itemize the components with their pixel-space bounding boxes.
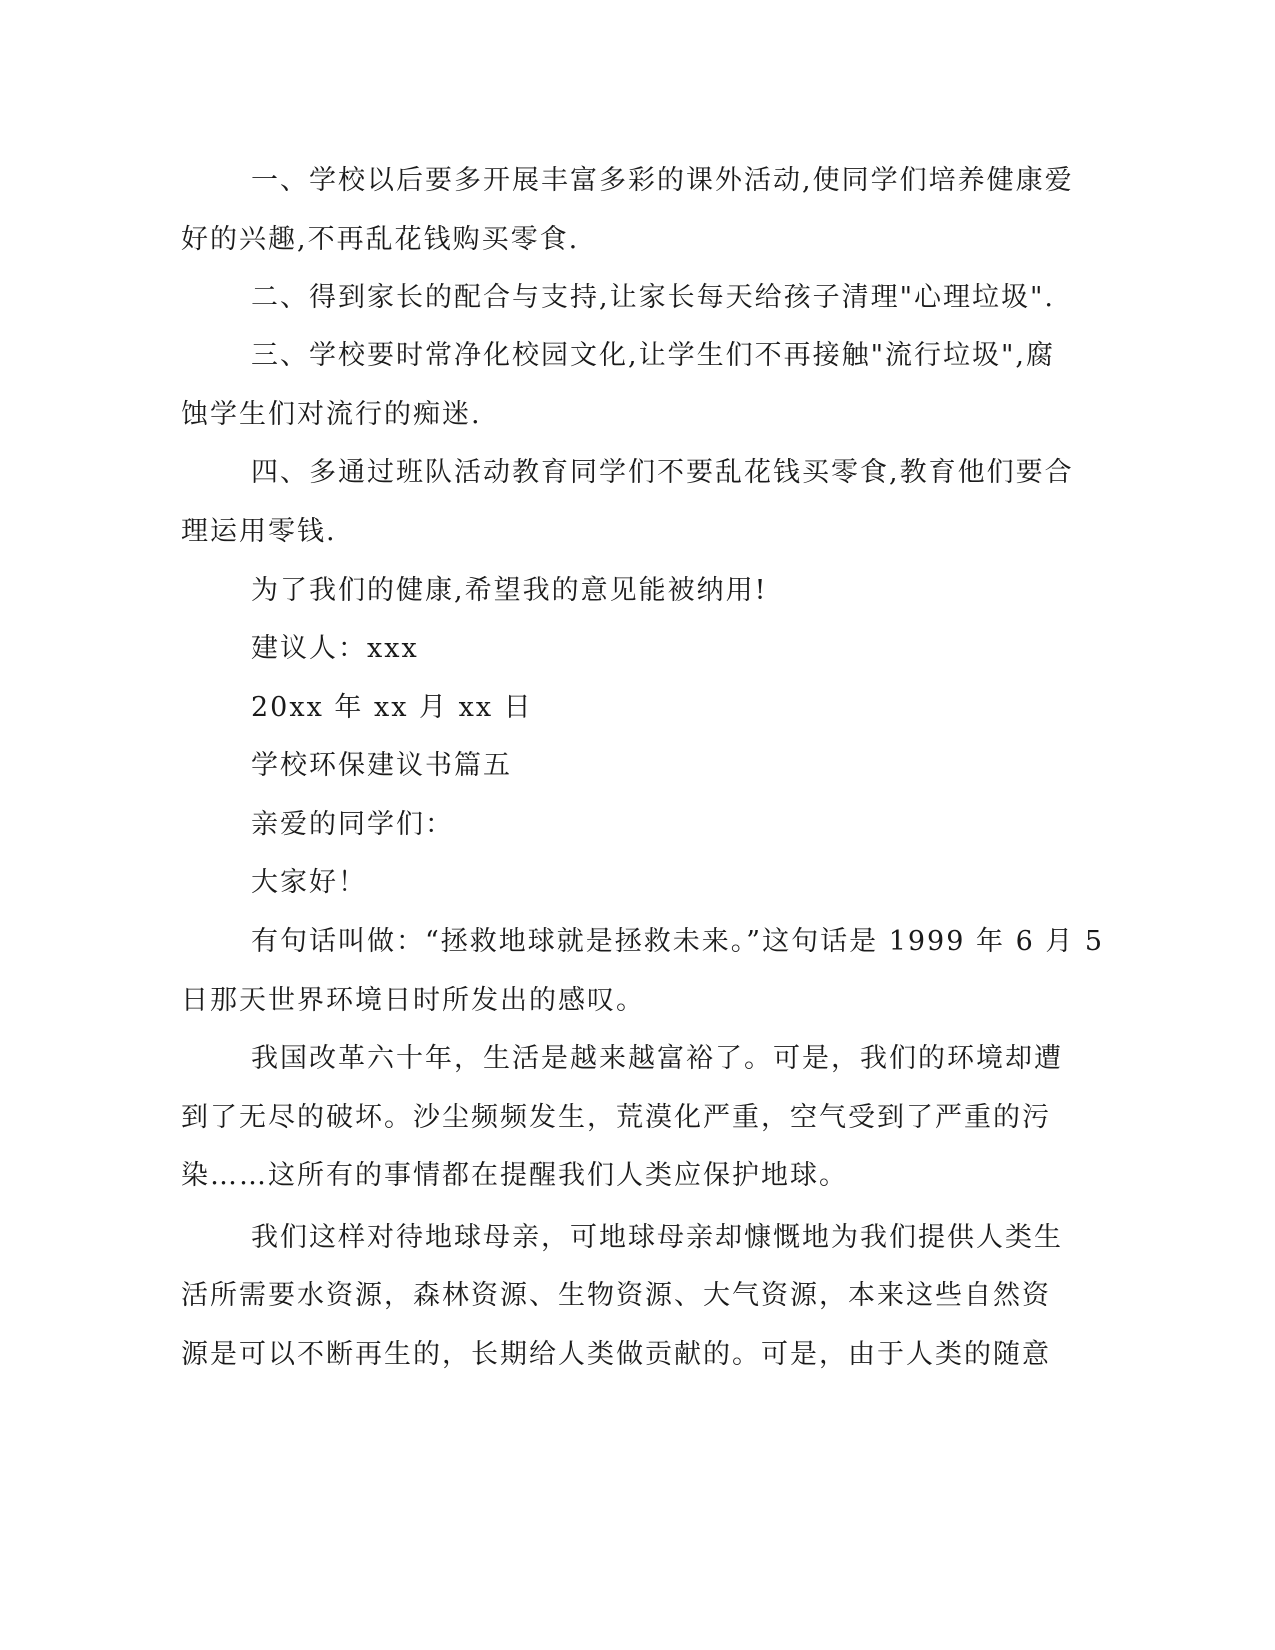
paragraph-1-line-1: 有句话叫做：“拯救地球就是拯救未来。”这句话是 1999 年 6 月 5 — [251, 926, 1105, 957]
closing-wish: 为了我们的健康,希望我的意见能被纳用! — [251, 575, 768, 606]
suggester-signature: 建议人：xxx — [251, 633, 419, 664]
salutation: 亲爱的同学们： — [251, 809, 454, 840]
paragraph-3-line-1: 我们这样对待地球母亲，可地球母亲却慷慨地为我们提供人类生 — [251, 1222, 1063, 1253]
letter-date: 20xx 年 xx 月 xx 日 — [251, 692, 533, 723]
suggestion-3-line-2: 蚀学生们对流行的痴迷. — [181, 399, 482, 430]
paragraph-3-line-2: 活所需要水资源，森林资源、生物资源、大气资源，本来这些自然资 — [181, 1280, 1051, 1311]
paragraph-1-line-2: 日那天世界环境日时所发出的感叹。 — [181, 985, 645, 1016]
suggestion-4-line-2: 理运用零钱. — [181, 516, 337, 547]
paragraph-3-line-3: 源是可以不断再生的，长期给人类做贡献的。可是，由于人类的随意 — [181, 1339, 1051, 1370]
suggestion-1-line-2: 好的兴趣,不再乱花钱购买零食. — [181, 224, 580, 255]
suggestion-4-line-1: 四、多通过班队活动教育同学们不要乱花钱买零食,教育他们要合 — [251, 457, 1074, 488]
suggestion-1-line-1: 一、学校以后要多开展丰富多彩的课外活动,使同学们培养健康爱 — [251, 165, 1074, 196]
greeting: 大家好！ — [251, 867, 367, 898]
suggestion-3-line-1: 三、学校要时常净化校园文化,让学生们不再接触"流行垃圾",腐 — [251, 340, 1056, 371]
section-heading: 学校环保建议书篇五 — [251, 750, 512, 781]
paragraph-2-line-3: 染……这所有的事情都在提醒我们人类应保护地球。 — [181, 1160, 848, 1191]
paragraph-2-line-1: 我国改革六十年，生活是越来越富裕了。可是，我们的环境却遭 — [251, 1043, 1063, 1074]
paragraph-2-line-2: 到了无尽的破坏。沙尘频频发生，荒漠化严重，空气受到了严重的污 — [181, 1102, 1051, 1133]
suggestion-2-line: 二、得到家长的配合与支持,让家长每天给孩子清理"心理垃圾". — [251, 282, 1056, 313]
